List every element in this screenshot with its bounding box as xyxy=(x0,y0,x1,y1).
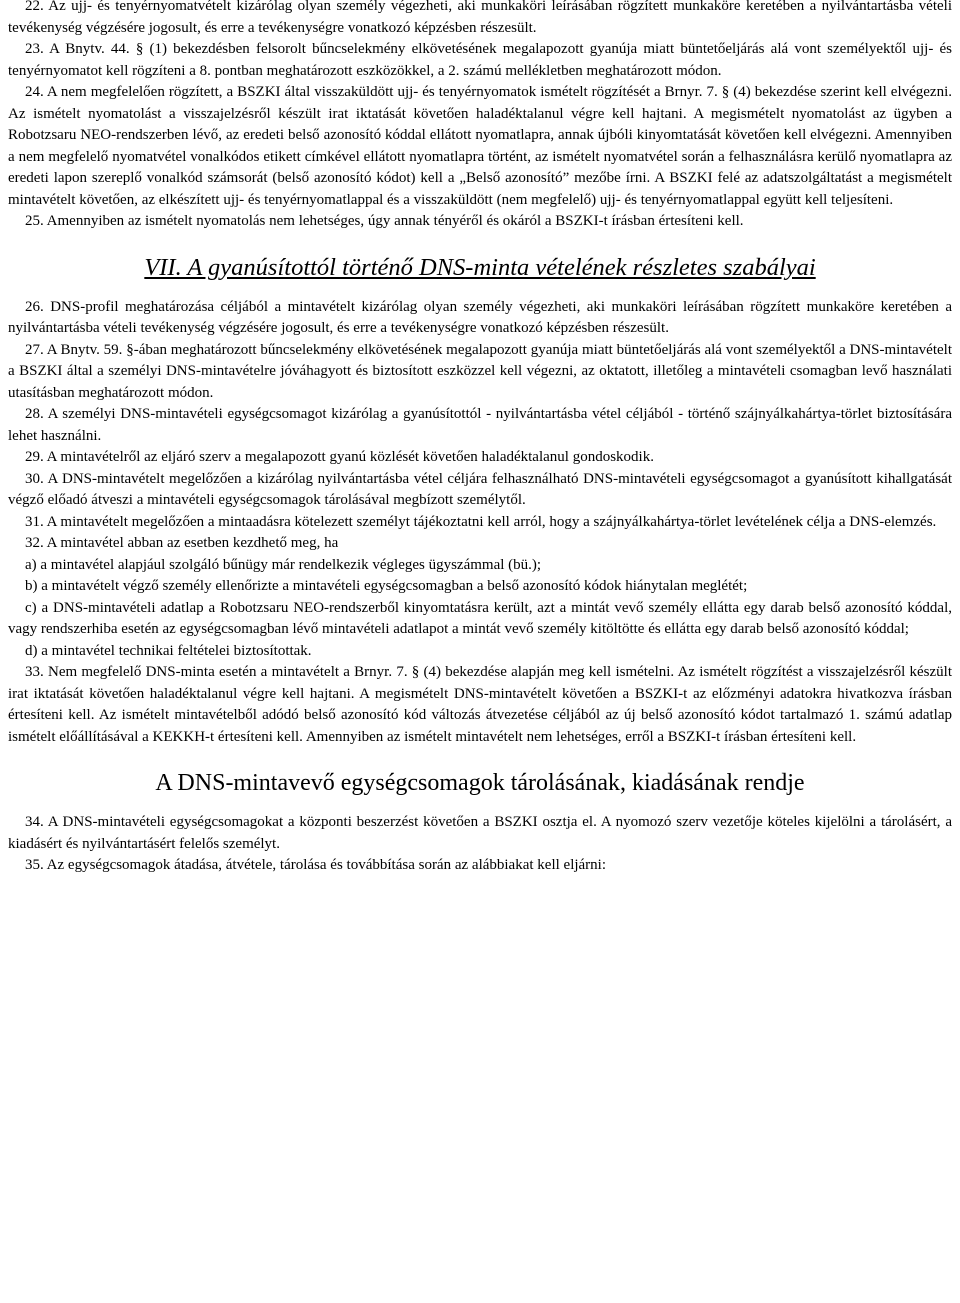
chapter-heading-vii: VII. A gyanúsítottól történő DNS-minta vételének részletes szabályai xyxy=(144,253,816,281)
paragraph-32: 32. A mintavétel abban az esetben kezdhető meg, ha xyxy=(25,535,339,551)
paragraph-27: 27. A Bnytv. 59. §-ában meghatározott bűncselekmény elkövetésének megalapozott gyanúja miatt büntetőeljárás alá vont személyektől a DNS-mintavételt a BSZKI által a személyi DNS-mintavételre jóváhagyott és biztosított eszközzel kell végezni, az oktatott, illetőleg a mintavételi csomagban levő használati utasításban meghatározott módon. xyxy=(8,341,952,401)
paragraph-24: 24. A nem megfelelően rögzített, a BSZKI által visszaküldött ujj- és tenyérnyomatok ismételt rögzítését a Brnyr. 7. § (4) bekezdése szerint kell elvégezni. Az ismételt nyomatolást a visszajelzésről készült irat iktatását követően haladéktalanul végre kell hajtani. A megismételt nyomatolást az ügyben a Robotzsaru NEO-rendszerben lévő, az eredeti belső azonosító kóddal ellátott nyomatlapra, annak újbóli kinyomtatását követően kell elvégezni. Amennyiben a nem megfelelő nyomatvétel vonalkódos etikett címkével ellátott nyomatlapra történt, az ismételt nyomatvétel során a felhasználásra kerülő nyomatlapra az eredeti lapon szereplő vonalkód számsorát (belső azonosító kódot) kell a „Belső azonosító” mezőbe írni. A BSZKI felé az adatszolgáltatást a megismételt mintavételt követően, az elkészített ujj- és tenyérnyomatlappal és a visszaküldött (nem megfelelő) ujj- és tenyérnyomatlappal együtt kell teljesíteni. xyxy=(8,84,952,208)
section-a xyxy=(8,0,952,233)
paragraph-25: 25. Amennyiben az ismételt nyomatolás nem lehetséges, úgy annak tényéről és okáról a BSZKI-t írásban értesíteni kell. xyxy=(25,213,744,229)
paragraph-23: 23. A Bnytv. 44. § (1) bekezdésben felsorolt bűncselekmény elkövetésének megalapozott gyanúja miatt büntetőeljárás alá vont személyektől ujj- és tenyérnyomatot kell rögzíteni a 8. pontban meghatározott eszközökkel, a 2. számú mellékletben meghatározott módon. xyxy=(8,41,952,79)
paragraph-34: 34. A DNS-mintavételi egységcsomagokat a központi beszerzést követően a BSZKI osztja el. A nyomozó szerv vezetője köteles kijelölni a tárolásért, a kiadásért és nyilvántartásért felelős személyt. xyxy=(8,814,952,852)
item-32-a: a) a mintavétel alapjául szolgáló bűnügy már rendelkezik végleges ügyszámmal (bü.); xyxy=(25,556,542,573)
item-32-b: b) a mintavételt végző személy ellenőrizte a mintavételi egységcsomagban a belső azonosító kódok hiánytalan meglétét; xyxy=(25,578,748,594)
paragraph-29: 29. A mintavételről az eljáró szerv a megalapozott gyanú közlését követően haladéktalanul gondoskodik. xyxy=(25,449,654,465)
section-b xyxy=(8,297,952,749)
paragraph-28: 28. A személyi DNS-mintavételi egységcsomagot kizárólag a gyanúsítottól - nyilvántartásba vétel céljából - történő szájnyálkahártya-törlet biztosítására lehet használni. xyxy=(8,406,952,444)
item-32-d: d) a mintavétel technikai feltételei biztosítottak. xyxy=(25,642,312,659)
item-32-c: c) a DNS-mintavételi adatlap a Robotzsaru NEO-rendszerből kinyomtatásra került, azt a mintát vevő személy ellátta egy darab belső azonosító kóddal, vagy rendszerhiba esetén az egységcsomagban lévő mintavételi adatlapot a mintát vevő személy kitöltötte és ellátta egy darab belső azonosító kóddal; xyxy=(8,599,952,637)
section-c xyxy=(8,812,952,877)
paragraph-30: 30. A DNS-mintavételt megelőzően a kizárólag nyilvántartásba vétel céljára felhasználható DNS-mintavételi egységcsomagot a gyanúsított kihallgatását végző előadó átveszi a mintavételi egységcsomagok tárolásával megbízott személytől. xyxy=(8,470,952,508)
paragraph-35: 35. Az egységcsomagok átadása, átvétele, tárolása és továbbítása során az alábbiakat kell eljárni: xyxy=(25,857,607,873)
paragraph-22: 22. Az ujj- és tenyérnyomatvételt kizárólag olyan személy végezheti, aki munkaköri leírásában rögzített munkaköre keretében a nyilvántartásba vételi tevékenység végzésére jogosult, és erre a tevékenységre vonatkozó képzésben részesült. xyxy=(8,0,952,36)
paragraph-26: 26. DNS-profil meghatározása céljából a mintavételt kizárólag olyan személy végezheti, aki munkaköri leírásában rögzített munkaköre keretében a nyilvántartásba vételi tevékenység végzésére jogosult, és erre a tevékenységre vonatkozó képzésben részesült. xyxy=(8,298,952,336)
paragraph-33: 33. Nem megfelelő DNS-minta esetén a mintavételt a Brnyr. 7. § (4) bekezdése alapján meg kell ismételni. Az ismételt rögzítést a visszajelzésről készült irat iktatását követően haladéktalanul végre kell hajtani. A megismételt DNS-mintavételt követően a BSZKI-t az előzményi adatokra hivatkozva írásban értesíteni kell. Az ismételt mintavételből adódó belső azonosító kód változás átvezetése céljából az új belső azonosító kódot tartalmazó 1. számú adatlap ismételt előállításával a KEKKH-t értesíteni kell. Amennyiben az ismételt mintavételt nem lehetséges, erről a BSZKI-t írásban értesíteni kell. xyxy=(8,664,952,745)
paragraph-31: 31. A mintavételt megelőzően a mintaadásra kötelezett személyt tájékoztatni kell arról, hogy a szájnyálkahártya-törlet levételének célja a DNS-elemzés. xyxy=(25,513,937,530)
section-heading-dns-pack: A DNS-mintavevő egységcsomagok tárolásának, kiadásának rendje xyxy=(155,770,805,796)
